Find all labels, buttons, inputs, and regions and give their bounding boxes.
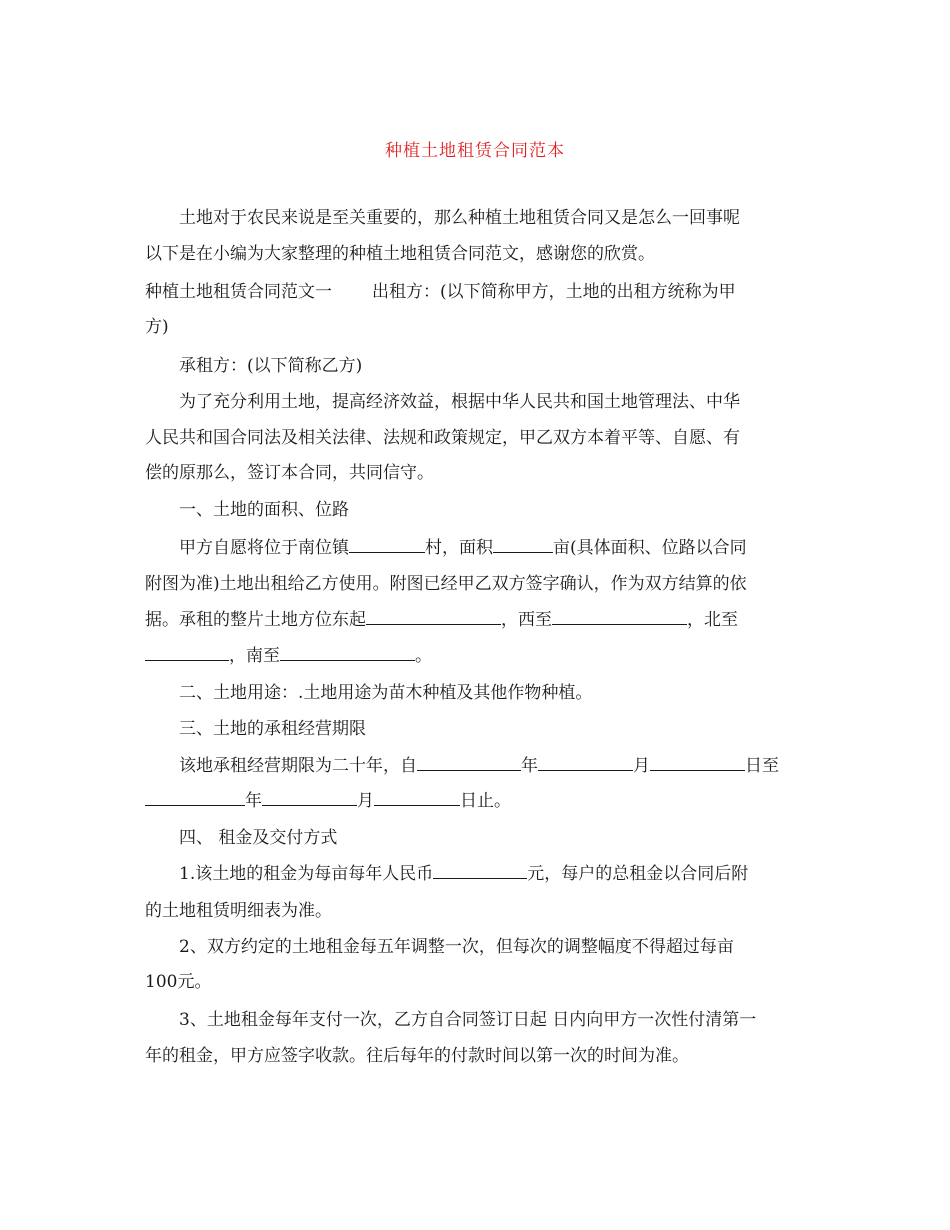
sample-heading-line — [145, 281, 805, 303]
lessor-line-2: 方) — [145, 317, 169, 337]
rent-item-2-cont: 100元。 — [145, 972, 212, 992]
section2-text: 二、土地用途：.土地用途为苗木种植及其他作物种植。 — [179, 683, 593, 703]
rent-item-1-cont: 的土地租赁明细表为准。 — [145, 901, 332, 921]
intro-line-1: 土地对于农民来说是至关重要的，那么种植土地租赁合同又是怎么一回事呢 — [179, 208, 740, 228]
section4-heading: 四、 租金及交付方式 — [179, 828, 338, 848]
rent-item-1: 1.该土地的租金为每亩每年人民币 元，每户的总租金以合同后附 — [179, 864, 749, 884]
section3-line-1: 该地承租经营期限为二十年，自 年 月 日至 — [179, 756, 779, 776]
preamble-line-1: 为了充分利用土地，提高经济效益，根据中华人民共和国土地管理法、中华 — [179, 392, 740, 412]
start-month-blank[interactable] — [538, 755, 633, 771]
document-title: 种植土地租赁合同范本 — [385, 141, 565, 161]
end-year-blank[interactable] — [145, 790, 245, 806]
start-day-blank[interactable] — [650, 755, 745, 771]
rent-amount-blank[interactable] — [433, 863, 527, 879]
start-year-blank[interactable] — [417, 755, 521, 771]
section3-heading: 三、土地的承租经营期限 — [179, 719, 366, 739]
end-month-blank[interactable] — [262, 790, 357, 806]
south-boundary-blank[interactable] — [280, 645, 415, 661]
lessor-label: 出租方：(以下简称甲方，土地的出租方统称为甲 — [372, 282, 736, 302]
end-day-blank[interactable] — [374, 790, 460, 806]
sample-heading: 种植土地租赁合同范文一 — [145, 282, 332, 302]
preamble-line-3: 偿的原那么，签订本合同，共同信守。 — [145, 463, 434, 483]
lessee-label: 承租方：(以下简称乙方) — [179, 356, 363, 376]
preamble-line-2: 人民共和国合同法及相关法律、法规和政策规定，甲乙双方本着平等、自愿、有 — [145, 428, 740, 448]
section3-line-2: 年 月 日止。 — [145, 790, 805, 812]
east-boundary-blank[interactable] — [366, 609, 501, 625]
rent-item-3: 3、土地租金每年支付一次，乙方自合同签订日起 日内向甲方一次性付清第一 — [179, 1010, 757, 1030]
section1-line-2: 附图为准)土地出租给乙方使用。附图已经甲乙双方签字确认，作为双方结算的依 — [145, 574, 747, 594]
section1-heading: 一、土地的面积、位路 — [179, 500, 349, 520]
west-boundary-blank[interactable] — [552, 609, 687, 625]
section1-line-4: ，南至 。 — [145, 645, 805, 667]
section1-line-1: 甲方自愿将位于南位镇 村，面积 亩(具体面积、位路以合同 — [179, 538, 747, 558]
north-boundary-blank[interactable] — [145, 645, 229, 661]
intro-line-2: 以下是在小编为大家整理的种植土地租赁合同范文，感谢您的欣赏。 — [145, 244, 655, 264]
rent-item-2: 2、双方约定的土地租金每五年调整一次，但每次的调整幅度不得超过每亩 — [179, 937, 734, 957]
village-blank[interactable] — [349, 537, 425, 553]
rent-item-3-cont: 年的租金，甲方应签字收款。往后每年的付款时间以第一次的时间为准。 — [145, 1046, 689, 1066]
area-blank[interactable] — [493, 537, 553, 553]
section1-line-3: 据。承租的整片土地方位东起 ，西至 ，北至 — [145, 610, 738, 630]
